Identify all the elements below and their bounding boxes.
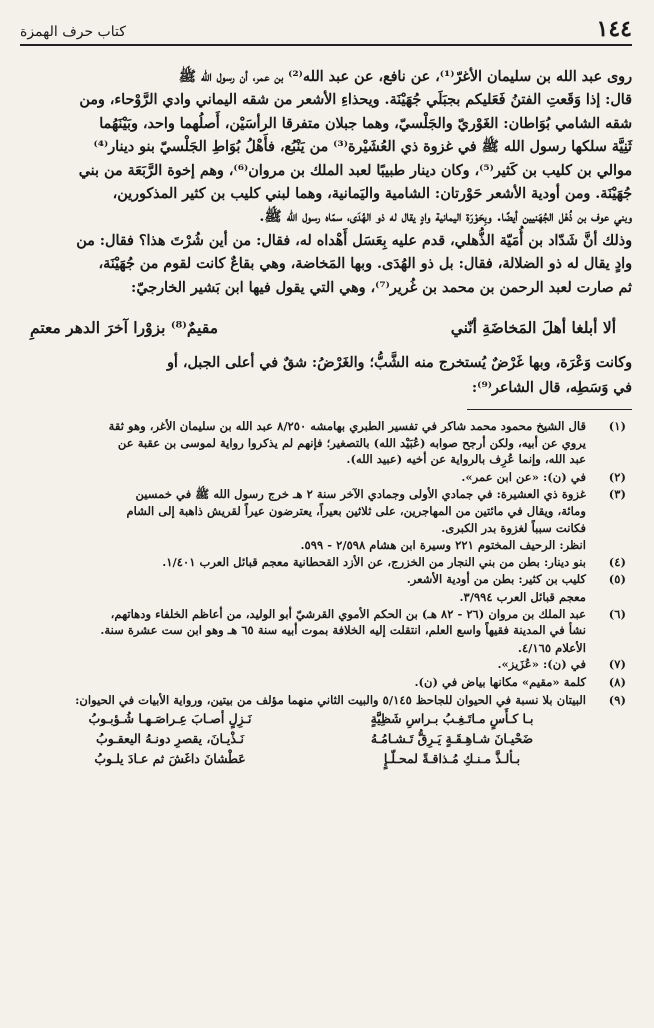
text-line: قال: إذا وَقَعتِ الفتنُ فَعَليكم بجبَلَي جُهَيْنَة. ويحذاءِ الأشعر من شقه اليماني وادي الرَّوْحاء، ومن [79, 92, 632, 109]
text-line: ثَنِيَّة سلكها رسول الله ﷺ في غزوة ذي العُشَيْرة⁽³⁾ من يَنْبُع، فأَهْلُ بُوَاطِ الجَلْسيّ بنو دينار⁽⁴⁾ [93, 139, 632, 156]
footnote-5 [20, 571, 632, 588]
footnote-number: (٤) [608, 554, 626, 569]
running-title: كتاب حرف الهمزة [20, 24, 126, 40]
text-line: روى عبد الله بن سليمان الأغرّ⁽¹⁾، عن نافع، عن عبد الله⁽²⁾ بن عمر، أن رسول الله ﷺ [178, 69, 632, 85]
poem-hemistich: نَـذْيـانَ، يقصرِ دونـهُ اليعقـوبُ [96, 731, 244, 747]
footnote-number: (٧) [608, 657, 626, 672]
poem-hemistich: بـألـذَّ مـنـكِ مُـذاقـةً لمحـلّـإٍ [383, 751, 521, 767]
poem-hemistich: نَـزِلٍ أصـابَ عِـراصَـهـا شُـؤبـوبُ [88, 711, 252, 727]
footnotes [20, 418, 632, 769]
footnote-line: ومائة، ويقال في مائتين من المهاجرين، على ثلاثين بعيراً، يعترضون عيراً لقريش ذاهبة إلى الشام [126, 504, 586, 519]
text-line: وذلك أنَّ شَدّاد بن أُمَيّة الذُّهلي، قدم عليه بِعَسَل أَهْداه له، فقال: من أين شُرْتَ هذا؟ فقال: من [76, 232, 632, 249]
footnote-7 [20, 656, 632, 673]
footnote-8 [20, 674, 632, 691]
footnote-line: قال الشيخ محمود محمد شاكر في تفسير الطبري بهامشه ٨/٢٥٠ عبد الله بن سليمان الأغر، وهو ثقة [108, 419, 586, 434]
footnote-line: عبد الله، وإنما عُرِف بالرواية عن أخيه (عبيد الله). [346, 452, 586, 467]
text-line: في وَسَطِه، قال الشاعر⁽⁹⁾: [471, 380, 632, 397]
footnote-number: (٣) [608, 487, 626, 502]
verse-first-hemistich: ألا أبلغا أهلَ المَخاضَةِ أنّني [450, 318, 616, 338]
footnote-number: (١) [608, 419, 626, 434]
text-line: ثم صارت لعبد الرحمن بن محمد بن غُرير⁽⁷⁾، وهي التي يقول فيها ابن بَشير الخارجيّ: [131, 279, 632, 296]
footnote-line: فكانت سبباً لغزوة بدر الكبرى. [441, 520, 586, 535]
poem-hemistich: بـا كـأَسٍ مـاتَـغِـبُ بـراسِ شَظِيَّةٍ [370, 711, 534, 727]
footnote-number: (٦) [608, 606, 626, 621]
main-text-continued [20, 351, 632, 401]
footnote-1 [20, 418, 632, 468]
footnote-number: (٨) [608, 674, 626, 689]
footnote-line: نشأ في المدينة فقيهاً واسع العلم، انتقلت إليه الخلافة بموت أبيه سنة ٦٥ هـ وهو ابن ست عشرة سنة. [100, 623, 586, 638]
book-page [0, 4, 654, 1028]
poem-hemistich: ضَحْيـانَ شـاهِـقَـةٍ يَـرِقُّ تَـشـامُـهُ [370, 731, 534, 747]
footnote-2 [20, 469, 632, 486]
footnote-line: عبد الملك بن مروان (٢٦ - ٨٢ هـ) بن الحكم الأموي القرشيّ أبو الوليد، من أعاظم الخلفاء ودهاتهم، [110, 606, 586, 621]
verse-second-hemistich: مقيمٌ⁽⁸⁾ بزوْرا آخرَ الدهر معتمِ [30, 318, 219, 338]
footnote-number: (٥) [608, 572, 626, 587]
footnote-3 [20, 486, 632, 536]
text-line: وكانت وَعْرَة، وبها غَرْضٌ يُستخرج منه الشَّبُّ؛ والغَرْضُ: شقٌ في أعلى الجبل، أو [167, 355, 632, 372]
footnote-divider [467, 409, 632, 410]
footnote-6 [20, 606, 632, 639]
footnote-line: كلمة «مقيم» مكانها بياض في (ن). [414, 674, 586, 689]
text-line: وادٍ يقال له ذو الضلالة، فقال: بل ذو الهُدَى. وبها المَخاضة، وهي بقاعٌ كانت لقوم من جُهَيْنَة، [98, 256, 632, 273]
footnote-reference: الأعلام ٤/١٦٥. [517, 640, 586, 655]
page-number: ١٤٤ [596, 16, 632, 42]
footnote-number: (٢) [608, 469, 626, 484]
footnote-line: غزوة ذي العشيرة: في جمادي الأولى وجمادي الآخر سنة ٢ هـ خرج رسول الله ﷺ في خمسين [135, 487, 586, 502]
text-line: شقه الشامي بُوَاطان: الغَوْريّ والجَلْسيّ، وهما جبلان متفرقا الرأسَيْن، أَصلُهما واحد، وبَيْنَهُما [99, 115, 632, 132]
footnote-line: بنو دينار: بطن من بني النجار من الخزرج، عن الأزد القحطانية معجم قبائل العرب ١/٤٠١. [162, 554, 586, 569]
footnote-line: كليب بن كثير: بطن من أودية الأشعر. [406, 572, 586, 587]
footnote-9 [20, 692, 632, 709]
footnote-line: يروي عن أبيه، ولكن أرجح صوابه (عُبَيْد الله) بالتصغير؛ فإنهم لم يذكروا رواية لموسى بن عقبة عن [117, 435, 586, 450]
footnote-reference: معجم قبائل العرب ٣/٩٩٤. [459, 590, 586, 604]
footnote-line: البيتان بلا نسبة في الحيوان للجاحظ ٥/١٤٥ والبيت الثاني منهما مؤلف من بيتين، ورواية الأبيات في الحيوان: [75, 692, 586, 707]
text-line: موالي بن كليب بن كَثير⁽⁵⁾، وكان دينار طبيبًا لعبد الملك بن مروان⁽⁶⁾، وهم إخوة الرَّبَعَة من بني [78, 162, 632, 179]
footnote-poem [20, 709, 632, 769]
poem-hemistich: عَطْشانَ داغَشَ ثم عـادَ يلـوبُ [94, 751, 246, 767]
footnote-number: (٩) [608, 692, 626, 707]
text-line: وبني عوف بن ذُهْل الجُهَنيين أيضًا. وبِحَوْرَة اليمانية وادٍ يقال له ذو الهُدَى، سمّاه رسول الله ﷺ. [259, 209, 632, 226]
footnote-4 [20, 554, 632, 571]
page-header [20, 4, 632, 46]
footnote-reference: انظر: الرحيف المختوم ٢٢١ وسيرة ابن هشام ٢/٥٩٨ - ٥٩٩. [300, 538, 586, 553]
footnote-line: في (ن): «عُزَيز». [497, 657, 586, 672]
text-line: جُهَيْنَة. ومن أودية الأشعر حَوْرتان: الشامية واليَمانية، وهما لبني كليب بن كثير المذكورين، [112, 186, 632, 203]
footnote-line: في (ن): «عن ابن عمر». [461, 469, 586, 484]
main-text [20, 66, 632, 300]
verse [30, 318, 616, 337]
